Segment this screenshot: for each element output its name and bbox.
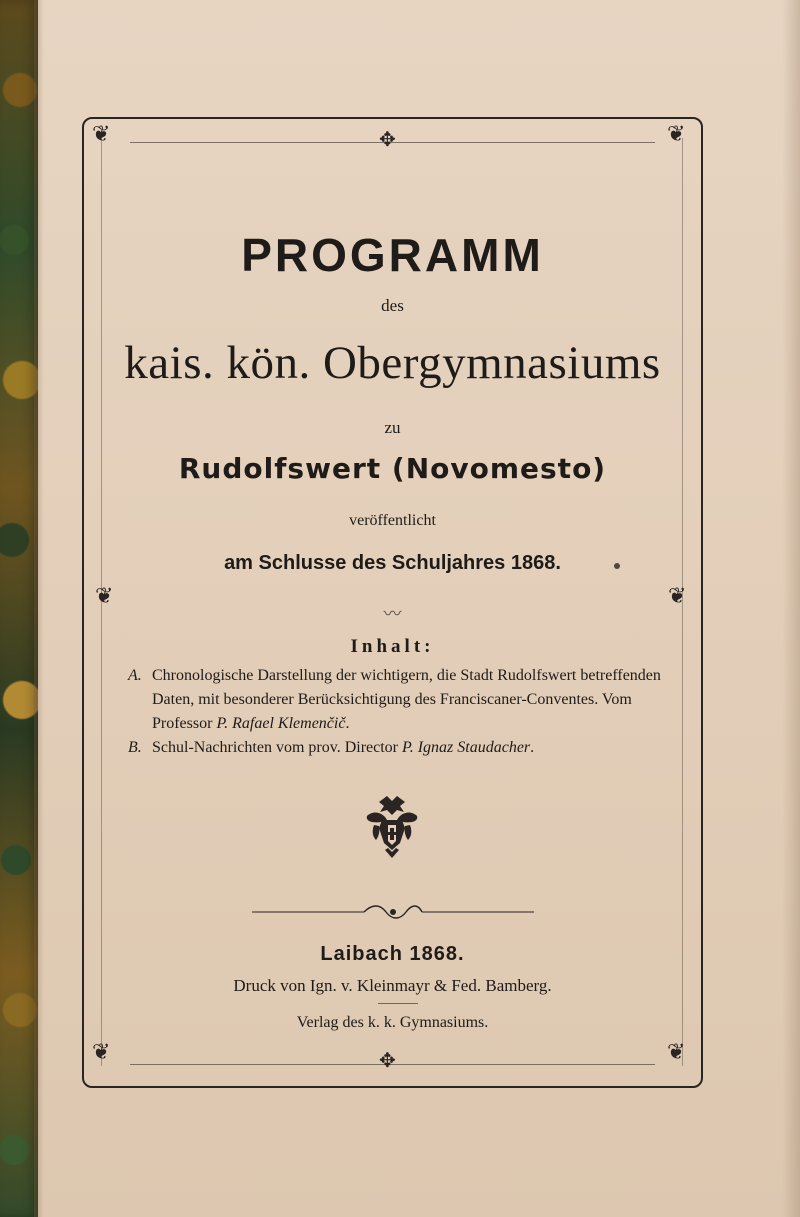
page-edge-shadow xyxy=(782,0,800,1217)
entry-b-suffix: . xyxy=(530,739,535,756)
entry-a-suffix: . xyxy=(345,715,350,732)
imprint-place-year: Laibach 1868. xyxy=(320,943,465,965)
printer-credit: Druck von Ign. v. Kleinmayr & Fed. Bamberg. xyxy=(233,976,552,995)
institution-name: kais. kön. Obergymnasiums xyxy=(124,337,661,389)
double-eagle-emblem-icon xyxy=(359,792,425,862)
title-connector-des: des xyxy=(381,296,404,315)
ornament-bottom-right-icon: ❦ xyxy=(667,1040,686,1065)
entry-a-author: P. Rafael Klemenčič xyxy=(216,715,346,732)
marbled-spine xyxy=(0,0,38,1217)
ornament-top-right-icon: ❦ xyxy=(667,122,686,147)
city-name: Rudolfswert (Novomesto) xyxy=(178,452,607,485)
ornament-bottom-left-icon: ❦ xyxy=(92,1040,111,1065)
title-connector-zu: zu xyxy=(384,418,401,437)
ornament-top-center-icon: ✥ xyxy=(379,127,396,151)
flourish-divider-icon xyxy=(252,902,534,922)
contents-entry-b xyxy=(128,736,668,760)
ink-dot xyxy=(614,563,620,569)
contents-title: Inhalt: xyxy=(350,636,435,657)
contents-entry-a xyxy=(128,664,668,736)
ornament-top-left-icon: ❦ xyxy=(92,122,111,147)
mini-ornament-icon: 〰 xyxy=(383,604,402,624)
small-rule-divider xyxy=(378,1003,418,1004)
entry-letter-b: B. xyxy=(128,739,142,756)
published-label: veröffentlicht xyxy=(349,512,436,529)
ornament-right-side-icon: ❦ xyxy=(668,584,687,609)
entry-b-author: P. Ignaz Staudacher xyxy=(402,739,531,756)
table-of-contents xyxy=(128,664,668,760)
publisher-credit: Verlag des k. k. Gymnasiums. xyxy=(296,1014,489,1031)
ornament-left-side-icon: ❦ xyxy=(95,584,114,609)
entry-b-text: Schul-Nachrichten vom prov. Director xyxy=(152,739,402,756)
entry-letter-a: A. xyxy=(128,667,142,684)
entry-a-text: Chronologische Darstellung der wichtigern, die Stadt Rudolfswert betreffenden Daten, mit besonderer Berücksichtigung des Franciscaner-Conventes. Vom Professor xyxy=(152,667,661,732)
ornament-bottom-center-icon: ✥ xyxy=(379,1048,396,1072)
school-year-text: am Schlusse des Schuljahres 1868. xyxy=(224,552,561,574)
spine-shadow xyxy=(34,0,44,1217)
page-title: PROGRAMM xyxy=(241,229,544,281)
